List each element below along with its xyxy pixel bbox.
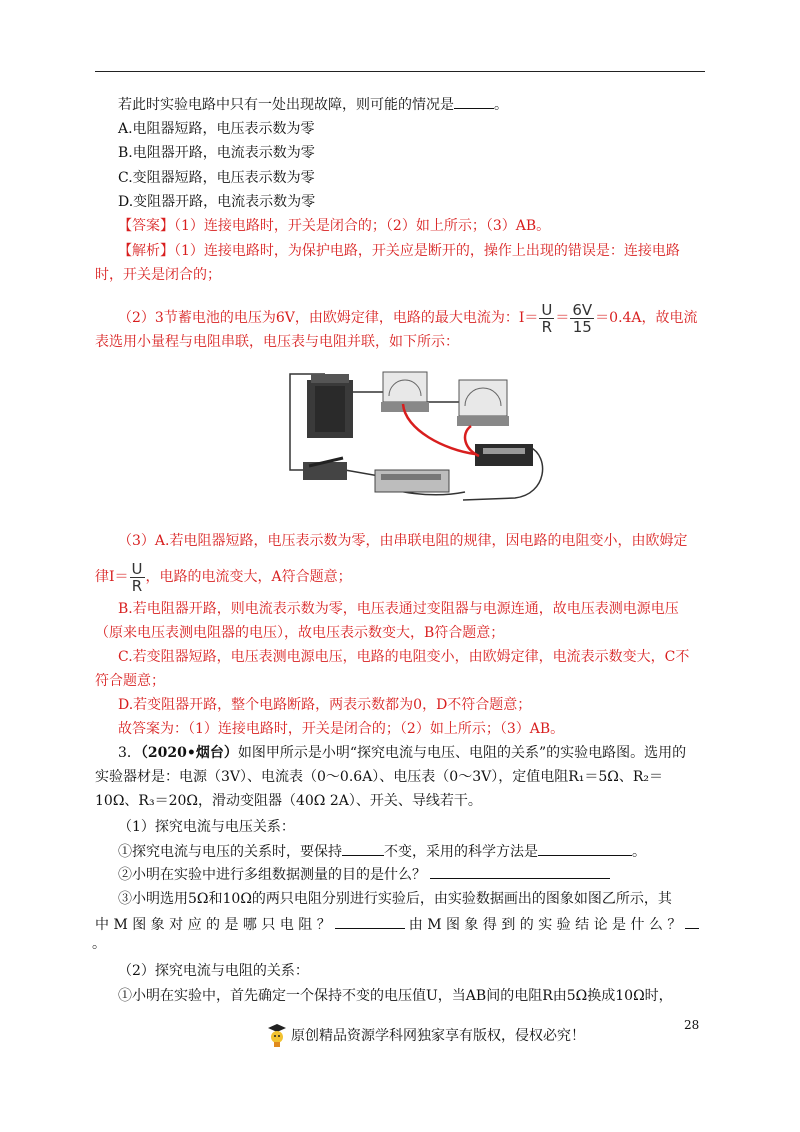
resistor-image: [475, 444, 533, 466]
answer-blank: [685, 914, 699, 929]
rheostat-image: [375, 470, 449, 492]
answer-blank: [430, 864, 610, 879]
analysis-part3-c: B.若电阻器开路，则电流表示数为零，电压表通过变阻器与电源连通，故电压表测电源电压: [118, 601, 679, 617]
analysis-part1-b: 时，开关是闭合的；: [95, 267, 221, 283]
part1-item3-b: 中 M 图 象 对 应 的 是 哪 只 电 阻 ？ 由 M 图 象 得 到 的 实 验 结 论 是 什 么 ？: [95, 914, 699, 935]
question-3-line1: 3．（2020•烟台）如图甲所示是小明“探究电流与电压、电阻的关系”的实验电路图。选用的: [118, 745, 687, 761]
analysis-part3-e: C.若变阻器短路，电压表测电源电压，电路的电阻变小，由欧姆定律，电流表示数变大，C不: [118, 649, 690, 665]
option-d: D.变阻器开路，电流表示数为零: [118, 194, 316, 210]
fraction-u-over-r: $\frac{U}{R}$: [541, 300, 553, 336]
answer-blank: [342, 841, 384, 856]
answer-blank: [335, 914, 405, 929]
answer-blank: [538, 841, 632, 856]
analysis-part2-b: 表选用小量程与电阻串联，电压表与电阻并联，如下所示：: [95, 334, 459, 350]
part2-item1: ①小明在实验中，首先确定一个保持不变的电压值U，当AB间的电阻R由5Ω换成10Ω时，: [118, 988, 673, 1004]
part1-item3-c: 。: [92, 936, 106, 952]
analysis-part3-d: （原来电压表测电阻器的电压），故电压表示数变大，B符合题意；: [95, 625, 505, 641]
fraction-6v-over-15: $\frac{6V}{15}$: [572, 300, 593, 336]
option-a: A.电阻器短路，电压表示数为零: [118, 121, 315, 137]
option-c: C.变阻器短路，电压表示数为零: [118, 170, 315, 186]
part1-item1: ①探究电流与电压的关系时，要保持 不变，采用的科学方法是 。: [118, 841, 646, 862]
answer-blank: [454, 94, 494, 109]
question-fault-line: 若此时实验电路中只有一处出现故障，则可能的情况是 。: [118, 94, 508, 115]
ammeter-image: [381, 372, 429, 412]
battery-image: [307, 374, 353, 438]
analysis-part2-a: （2）3节蓄电池的电压为6V，由欧姆定律，电路的最大电流为：I＝ $\frac{U}{R}$ ＝ $\frac{6V}{15}$ ＝0.4A，故电流: [118, 300, 698, 336]
part1-item2: ②小明在实验中进行多组数据测量的目的是什么？: [118, 864, 610, 885]
analysis-part3-f: 符合题意；: [95, 673, 165, 689]
analysis-final-answer: 故答案为：（1）连接电路时，开关是闭合的；（2）如上所示；（3）AB。: [118, 721, 565, 737]
header-rule: [95, 71, 705, 72]
answer-line: 【答案】（1）连接电路时，开关是闭合的；（2）如上所示；（3）AB。: [118, 218, 551, 234]
scholar-cap-mascot-icon: [267, 1023, 287, 1047]
part1-item3-a: ③小明选用5Ω和10Ω的两只电阻分别进行实验后，由实验数据画出的图象如图乙所示，其: [118, 891, 672, 907]
fraction-u-over-r-2: $\frac{U}{R}$: [131, 559, 143, 595]
question-3-line2: 实验器材是：电源（3V）、电流表（0～0.6A）、电压表（0～3V），定值电阻R₁＝5Ω、R₂＝: [95, 769, 664, 785]
footer: [267, 1022, 585, 1048]
analysis-part3-g: D.若变阻器开路，整个电路断路，两表示数都为0，D不符合题意；: [118, 697, 532, 713]
part1-title: （1）探究电流与电压关系：: [118, 819, 295, 835]
question-3-source: （2020•烟台）: [140, 745, 238, 761]
part2-title: （2）探究电流与电阻的关系：: [118, 963, 309, 979]
option-b: B.电阻器开路，电流表示数为零: [118, 145, 315, 161]
question-3-line3: 10Ω、R₃＝20Ω，滑动变阻器（40Ω 2A）、开关、导线若干。: [95, 793, 482, 809]
footer-copyright: 原创精品资源学科网独家享有版权，侵权必究！: [291, 1028, 585, 1044]
voltmeter-image: [457, 380, 509, 426]
analysis-part3-a: （3）A.若电阻器短路，电压表示数为零，由串联电阻的规律，因电路的电阻变小，由欧姆定: [118, 533, 688, 549]
analysis-part1-a: 【解析】（1）连接电路时，为保护电路，开关应是断开的，操作上出现的错误是：连接电路: [118, 243, 680, 259]
analysis-part3-b: 律I＝ $\frac{U}{R}$ ，电路的电流变大，A符合题意；: [95, 559, 352, 595]
circuit-photo: [285, 362, 551, 504]
page-number: 28: [684, 1018, 700, 1032]
